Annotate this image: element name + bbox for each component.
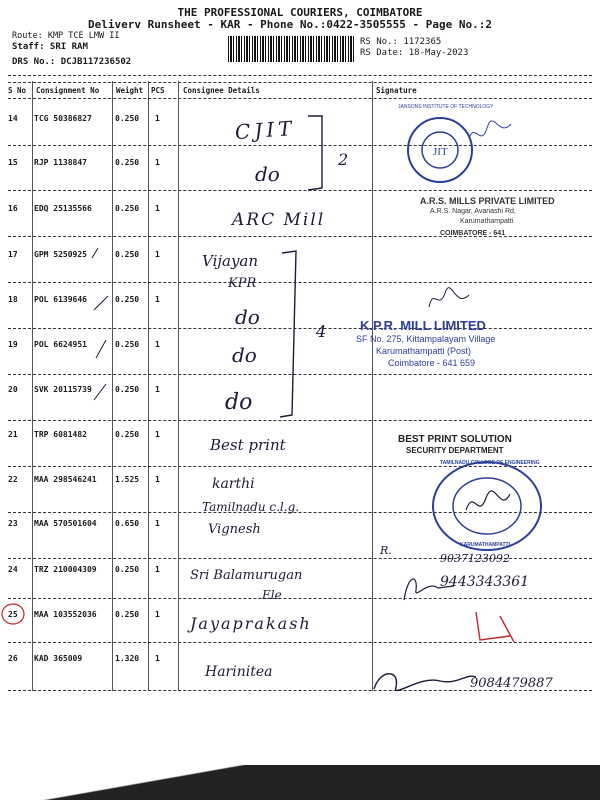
divider [8, 98, 592, 99]
table-row: 26 KAD 365009 1.320 1 [8, 654, 160, 663]
handwritten-consignee: Vijayan [202, 252, 259, 270]
col-sno: S No [8, 86, 27, 95]
table-row: 15 RJP 1138847 0.250 1 [8, 158, 160, 167]
signature-icon [465, 118, 515, 148]
handwritten-consignee: Best print [210, 436, 286, 454]
bracket-icon [278, 245, 318, 425]
phone-number: 9037123092 [440, 552, 510, 565]
table-row: 18 POL 6139646 0.250 1 [8, 295, 160, 304]
jansons-seal-text: JANSONS INSTITUTE OF TECHNOLOGY [398, 104, 494, 110]
ars-stamp-line: Karumathampatti [460, 218, 514, 225]
table-row: 20 SVK 20115739 0.250 1 [8, 385, 160, 394]
row-weight: 0.250 [115, 114, 140, 123]
tick-marks-icon [88, 240, 118, 415]
rs-date: RS Date: 18-May-2023 [360, 48, 469, 58]
table-row: 21 TRP 6081482 0.250 1 [8, 430, 160, 439]
handwritten-consignee: Jayaprakash [190, 614, 312, 633]
runsheet-title: Deliverv Runsheet - KAR - Phone No.:0422-3505555 - Page No.:2 [88, 18, 492, 31]
col-weight: Weight [116, 86, 144, 95]
route-label: Route: KMP TCE LMW II [12, 31, 120, 41]
ars-stamp-line: A.R.S. MILLS PRIVATE LIMITED [420, 196, 555, 206]
best-print-stamp: BEST PRINT SOLUTION [398, 434, 512, 445]
page-edge-shadow [0, 765, 600, 800]
handwritten-consignee: Ele [262, 588, 282, 602]
svg-text:JIT: JIT [433, 146, 448, 158]
phone-number: 9084479887 [470, 676, 553, 691]
ars-stamp-line: A.R.S. Nagar, Avanashi Rd, [430, 208, 516, 215]
kpr-stamp-line: SF No. 275, Kittampalayam Village [356, 334, 496, 344]
divider [8, 75, 592, 76]
divider [8, 82, 592, 83]
handwritten-consignee: CJIT [234, 115, 297, 145]
barcode [228, 36, 356, 62]
handwritten-consignee: do [255, 162, 280, 186]
table-row: 17 GPM 5250925 0.250 1 [8, 250, 160, 259]
col-consignment: Consignment No [36, 86, 100, 95]
row-pcs: 1 [155, 114, 160, 123]
company-title: THE PROFESSIONAL COURIERS, COIMBATORE [177, 6, 423, 19]
handwritten-consignee: Sri Balamurugan [190, 568, 303, 583]
circle-mark-icon [0, 600, 30, 628]
table-row: 24 TRZ 210004309 0.250 1 [8, 565, 160, 574]
handwritten-consignee: karthi [212, 476, 255, 492]
col-pcs: PCS [151, 86, 165, 95]
handwritten-consignee: Tamilnadu c.l.g. [202, 500, 300, 514]
best-print-stamp-sub: SECURITY DEPARTMENT [406, 446, 504, 455]
table-row: 23 MAA 570501604 0.650 1 [8, 519, 160, 528]
table-row: 19 POL 6624951 0.250 1 [8, 340, 160, 349]
kpr-stamp-line: Karumathampatti (Post) [376, 346, 472, 356]
handwritten-consignee: KPR [228, 276, 257, 291]
handwritten-consignee: Harinitea [205, 664, 273, 680]
handwritten-consignee: Vignesh [208, 522, 261, 537]
bracket-icon [300, 112, 370, 202]
handwritten-consignee: do [232, 343, 257, 367]
table-row: 16 EDQ 25135566 0.250 1 [8, 204, 160, 213]
signature-icon [370, 665, 480, 699]
col-signature: Signature [376, 86, 417, 95]
table-row: 22 MAA 298546241 1.525 1 [8, 475, 160, 484]
row-consignment: TCG 50386827 [34, 114, 92, 123]
kpr-stamp-line: Coimbatore - 641 659 [388, 358, 476, 368]
tn-college-seal-place: KARUMATHAMPATTI [460, 542, 510, 548]
signature-initial: R. [380, 544, 392, 557]
phone-number: 9443343361 [440, 574, 530, 590]
kpr-stamp-title: K.P.R. MILL LIMITED [360, 318, 486, 333]
signature-icon [425, 285, 475, 315]
handwritten-consignee: ARC Mill [232, 210, 326, 230]
col-consignee: Consignee Details [183, 86, 260, 95]
row-sno: 14 [8, 114, 18, 123]
bracket-count: 2 [338, 150, 349, 169]
drs-number: DRS No.: DCJB117236502 [12, 57, 132, 67]
bracket-count: 4 [316, 322, 327, 341]
rs-number: RS No.: 1172365 [360, 37, 442, 47]
table-row: 25 MAA 103552036 0.250 1 [8, 610, 160, 619]
tn-college-seal-text: TAMILNADU COLLEGE OF ENGINEERING [440, 460, 540, 466]
handwritten-consignee: do [235, 305, 260, 329]
ars-stamp-line: COIMBATORE - 641 [440, 230, 506, 237]
signature-icon [470, 606, 530, 646]
staff-label: Staff: SRI RAM [12, 42, 88, 52]
handwritten-consignee: do [225, 390, 253, 415]
